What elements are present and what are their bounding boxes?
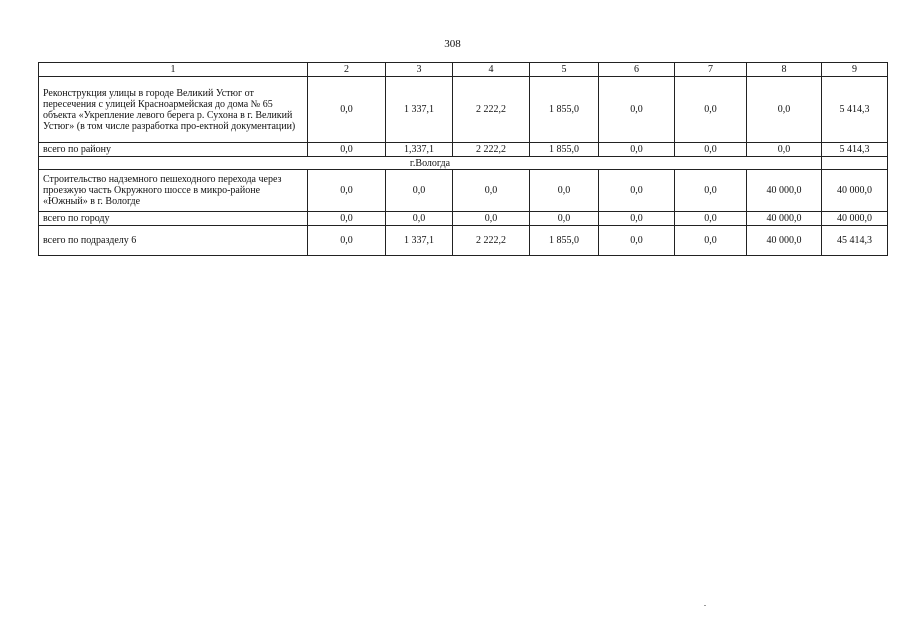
value-cell: 1 855,0 [530, 226, 599, 256]
value-cell: 0,0 [599, 226, 675, 256]
value-cell: 2 222,2 [453, 226, 530, 256]
value-cell: 0,0 [675, 170, 747, 212]
value-cell: 0,0 [675, 212, 747, 226]
value-cell: 0,0 [308, 226, 386, 256]
value-cell: 0,0 [675, 143, 747, 157]
header-cell: 4 [453, 63, 530, 77]
header-row [39, 63, 888, 77]
value-cell: 0,0 [675, 226, 747, 256]
header-cell: 8 [747, 63, 822, 77]
row-description: всего по району [39, 143, 308, 157]
value-cell: 1 337,1 [386, 226, 453, 256]
value-cell: 1 337,1 [386, 77, 453, 143]
value-cell: 0,0 [599, 170, 675, 212]
value-cell: 0,0 [599, 143, 675, 157]
value-cell: 0,0 [453, 212, 530, 226]
budget-table [38, 62, 888, 256]
table-row [39, 212, 888, 226]
value-cell: 40 000,0 [747, 226, 822, 256]
value-cell: 0,0 [675, 77, 747, 143]
value-cell: 0,0 [308, 212, 386, 226]
value-cell: 0,0 [530, 212, 599, 226]
value-cell: 40 000,0 [747, 170, 822, 212]
section-row [39, 157, 888, 170]
section-label: г.Вологда [39, 157, 822, 170]
page-number: 308 [444, 38, 461, 50]
table-row [39, 77, 888, 143]
header-cell: 9 [822, 63, 888, 77]
value-cell: 1,337,1 [386, 143, 453, 157]
header-cell: 7 [675, 63, 747, 77]
header-cell: 3 [386, 63, 453, 77]
table-row [39, 170, 888, 212]
row-description: Строительство надземного пешеходного перехода через проезжую часть Окружного шоссе в микро-районе «Южный» в г. Вологде [39, 170, 308, 212]
table-row [39, 226, 888, 256]
value-cell: 2 222,2 [453, 143, 530, 157]
value-cell: 45 414,3 [822, 226, 888, 256]
value-cell: 40 000,0 [822, 170, 888, 212]
row-description: Реконструкция улицы в городе Великий Устюг от пересечения с улицей Красноармейская до дома № 65 объекта «Укрепление левого берега р. Сухона в г. Великий Устюг» (в том числе разработка про-ектной документации) [39, 77, 308, 143]
value-cell: 0,0 [453, 170, 530, 212]
scan-speck [704, 605, 706, 606]
value-cell: 0,0 [308, 77, 386, 143]
value-cell: 0,0 [599, 77, 675, 143]
empty-cell [822, 157, 888, 170]
value-cell: 5 414,3 [822, 77, 888, 143]
value-cell: 0,0 [386, 170, 453, 212]
value-cell: 0,0 [308, 143, 386, 157]
value-cell: 0,0 [747, 77, 822, 143]
row-description: всего по городу [39, 212, 308, 226]
value-cell: 0,0 [386, 212, 453, 226]
value-cell: 0,0 [530, 170, 599, 212]
header-cell: 5 [530, 63, 599, 77]
header-cell: 1 [39, 63, 308, 77]
header-cell: 2 [308, 63, 386, 77]
value-cell: 40 000,0 [822, 212, 888, 226]
value-cell: 0,0 [747, 143, 822, 157]
value-cell: 1 855,0 [530, 77, 599, 143]
value-cell: 1 855,0 [530, 143, 599, 157]
value-cell: 2 222,2 [453, 77, 530, 143]
row-description: всего по подразделу 6 [39, 226, 308, 256]
value-cell: 40 000,0 [747, 212, 822, 226]
value-cell: 0,0 [599, 212, 675, 226]
table-row [39, 143, 888, 157]
header-cell: 6 [599, 63, 675, 77]
value-cell: 0,0 [308, 170, 386, 212]
value-cell: 5 414,3 [822, 143, 888, 157]
